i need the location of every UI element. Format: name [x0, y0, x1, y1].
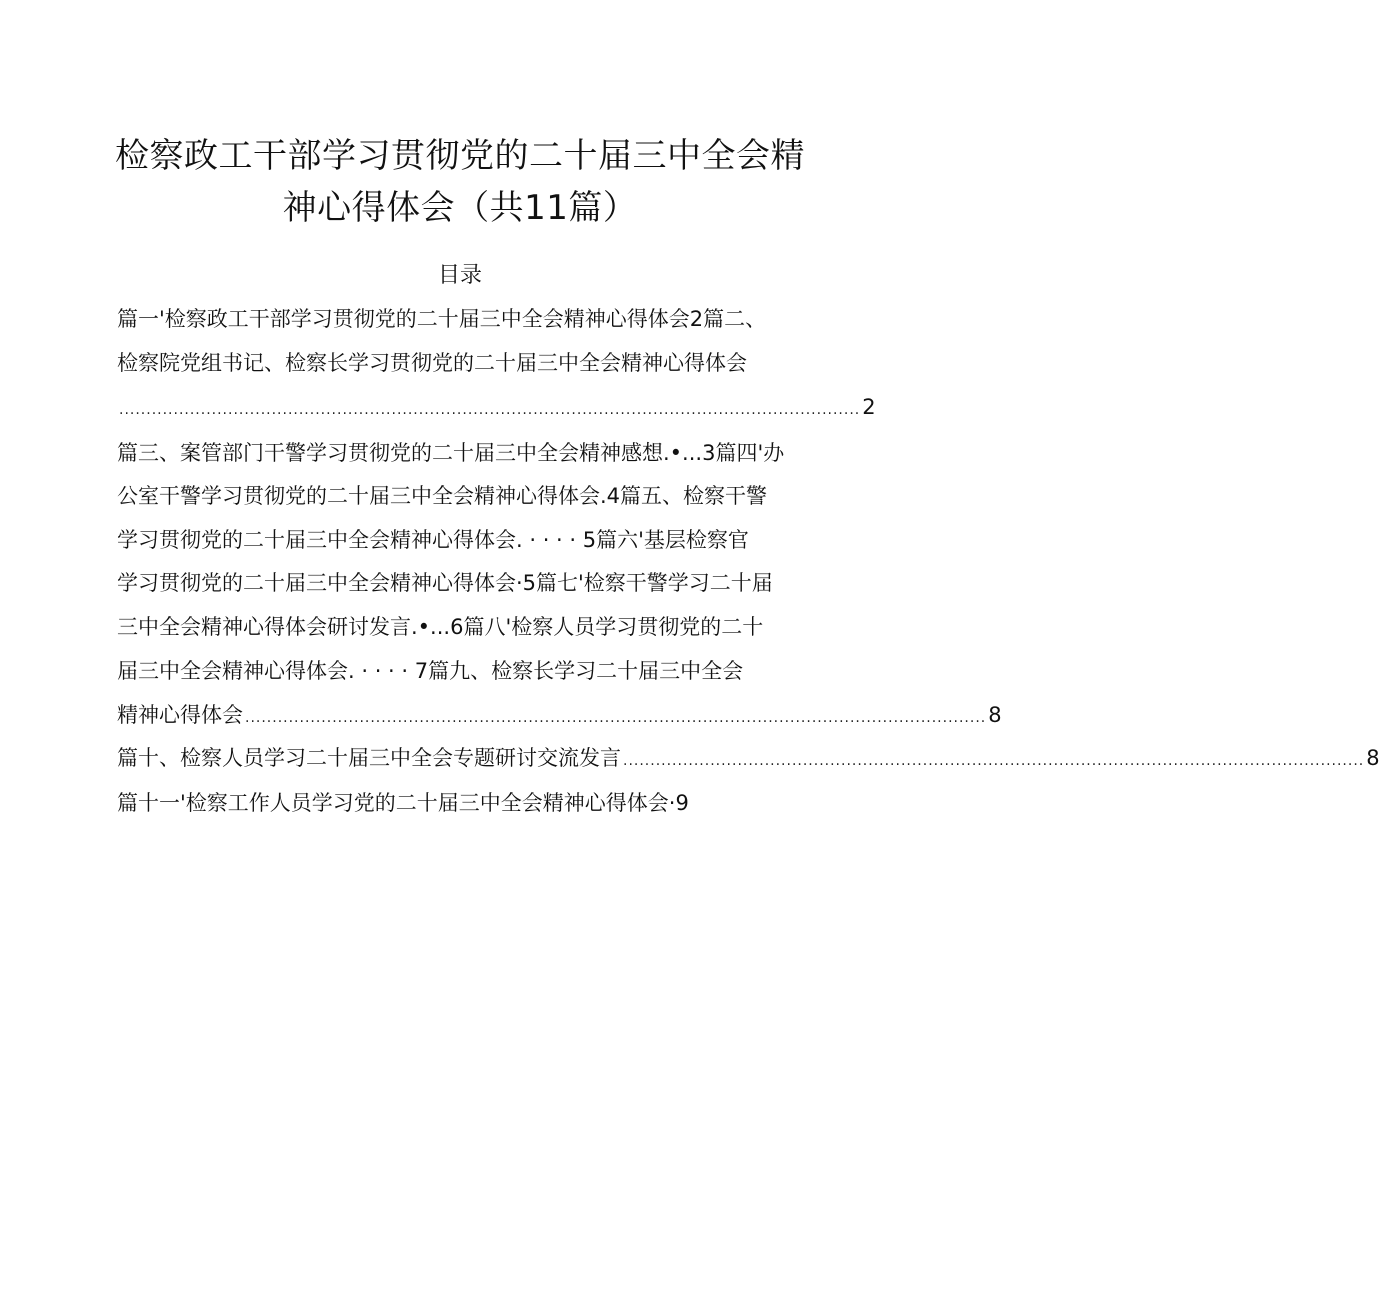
- toc-line: 检察院党组书记、检察长学习贯彻党的二十届三中全会精神心得体会: [117, 351, 747, 375]
- toc-entry-text: 精神心得体会: [117, 703, 243, 727]
- dot-leader: ........................................................................................................................................: [623, 753, 1365, 769]
- title-line-2: 神心得体会（共11篇）: [282, 188, 638, 228]
- title-line-1: 检察政工干部学习贯彻党的二十届三中全会精: [115, 136, 805, 176]
- toc-line: 公室干警学习贯彻党的二十届三中全会精神心得体会.4篇五、检察干警: [117, 484, 768, 508]
- toc-entry-dotted: [117, 392, 876, 425]
- toc-line: 三中全会精神心得体会研讨发言.•...6篇八'检察人员学习贯彻党的二十: [117, 615, 764, 639]
- toc-entry-text: 篇十、检察人员学习二十届三中全会专题研讨交流发言: [117, 746, 621, 770]
- dot-leader: ........................................................................................................................................: [245, 710, 987, 726]
- toc-page-number: 8: [988, 703, 1002, 727]
- toc-line: 篇十一'检察工作人员学习党的二十届三中全会精神心得体会·9: [117, 791, 689, 815]
- toc-page-number: 2: [862, 395, 876, 419]
- toc-line: 篇一'检察政工干部学习贯彻党的二十届三中全会精神心得体会2篇二、: [117, 307, 767, 331]
- toc-entry-dotted: [117, 700, 1002, 733]
- toc-entry-dotted: [117, 743, 1380, 776]
- toc-line: 届三中全会精神心得体会. · · · · 7篇九、检察长学习二十届三中全会: [117, 659, 744, 683]
- toc-line: 学习贯彻党的二十届三中全会精神心得体会. · · · · 5篇六'基层检察官: [117, 528, 749, 552]
- dot-leader: ........................................................................................................................................: [119, 402, 861, 418]
- toc-page-number: 8: [1366, 746, 1380, 770]
- toc-line: 篇三、案管部门干警学习贯彻党的二十届三中全会精神感想.•...3篇四'办: [117, 441, 785, 465]
- toc-line: 学习贯彻党的二十届三中全会精神心得体会·5篇七'检察干警学习二十届: [117, 571, 773, 595]
- toc-heading: 目录: [437, 263, 482, 288]
